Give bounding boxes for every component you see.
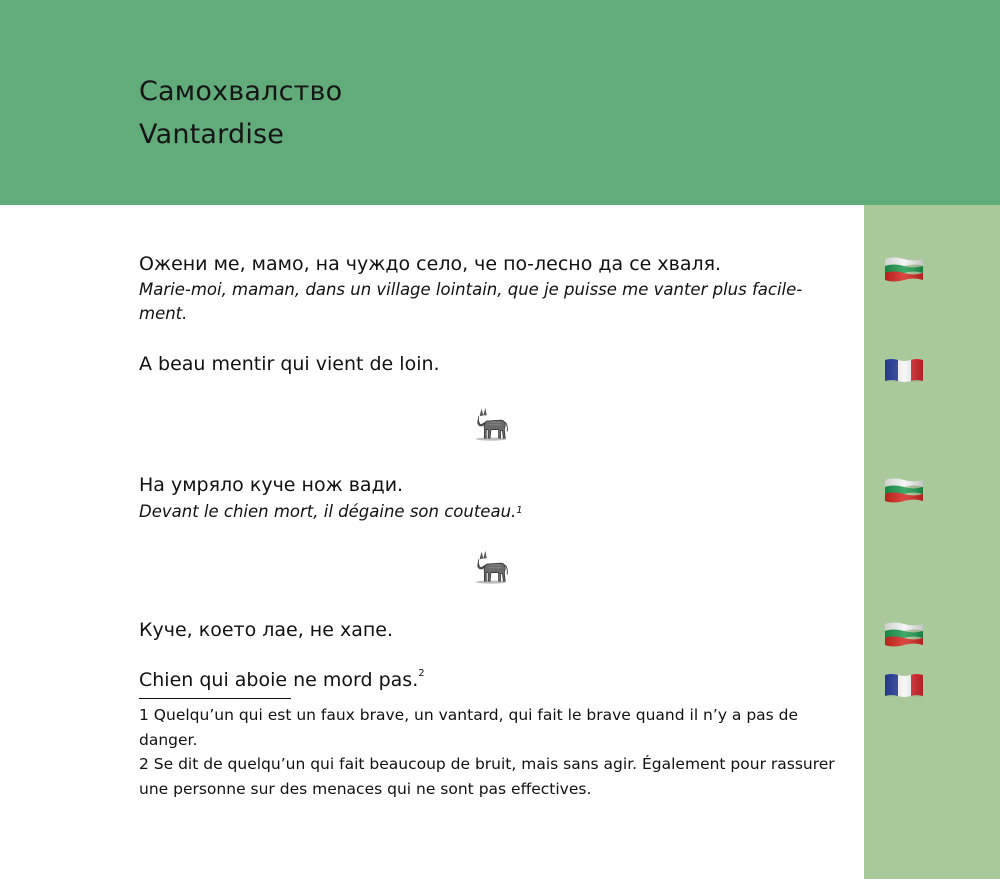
proverb-translation	[139, 278, 839, 326]
proverb-french: A beau mentir qui vient de loin.	[139, 353, 440, 375]
chapter-header	[0, 0, 1000, 205]
title-french: Vantardise	[139, 119, 285, 150]
bulgarian-flag-icon	[884, 621, 924, 647]
flag-sidebar	[864, 205, 1000, 879]
proverb-bulgarian: Куче, което лае, не хапе.	[139, 619, 393, 641]
footnote-1: 1 Quelqu’un qui est un faux brave, un vantard, qui fait le brave quand il n’y a pas de danger.	[139, 706, 799, 749]
french-flag-icon	[884, 357, 924, 383]
donkey-icon	[472, 546, 510, 584]
bulgarian-flag-icon	[884, 256, 924, 282]
french-flag-icon	[884, 672, 924, 698]
donkey-icon	[472, 403, 510, 441]
translation-line: Marie-moi, maman, dans un village lointain, que je puisse me vanter plus facile-	[139, 280, 803, 299]
footnote-divider	[139, 698, 291, 699]
proverb-translation	[139, 500, 839, 524]
footnote-ref[interactable]: 2	[418, 668, 425, 679]
proverb-bulgarian: На умряло куче нож вади.	[139, 474, 404, 496]
proverb-text: Chien qui aboie ne mord pas.	[139, 669, 419, 691]
translation-line: ment.	[139, 304, 188, 323]
proverb-bulgarian: Ожени ме, мамо, на чуждо село, че по-лесно да се хваля.	[139, 253, 722, 275]
translation-text: Devant le chien mort, il dégaine son couteau.	[139, 502, 517, 521]
footnote-ref[interactable]: 1	[516, 505, 523, 516]
title-bulgarian: Самохвалство	[139, 76, 343, 107]
footnote-2: 2 Se dit de quelqu’un qui fait beaucoup de bruit, mais sans agir. Également pour rassurer une personne sur des menaces qui ne sont pas effectives.	[139, 755, 835, 798]
bulgarian-flag-icon	[884, 477, 924, 503]
proverb-french	[139, 669, 425, 691]
